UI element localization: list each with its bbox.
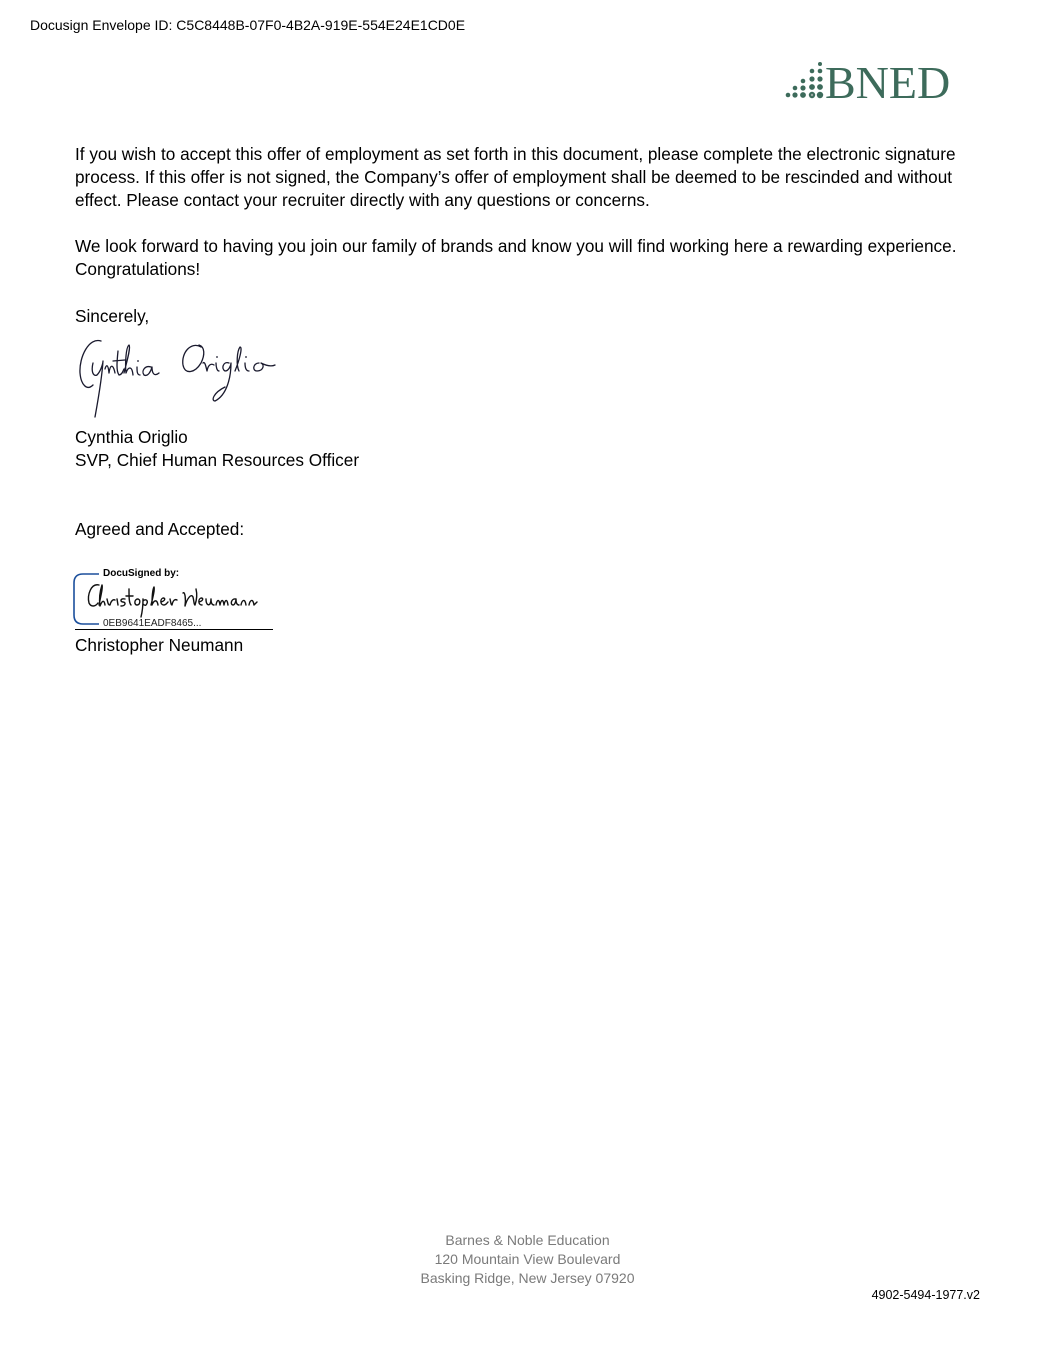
docusign-id: 0EB9641EADF8465... [103, 618, 202, 629]
signer-name: Cynthia Origlio [75, 427, 188, 447]
logo-wordmark: BNED [825, 58, 951, 102]
paragraph-welcome: We look forward to having you join our family of brands and know you will find working here a rewarding experience. Congratulations! [75, 236, 957, 279]
signature-line [75, 629, 273, 630]
signer-title: SVP, Chief Human Resources Officer [75, 450, 360, 470]
docusigned-by-label: DocuSigned by: [103, 568, 180, 579]
handwritten-signature-cynthia-origlio [75, 333, 285, 423]
accepted-by-name: Christopher Neumann [75, 635, 244, 655]
bned-logo [784, 58, 974, 102]
document-number: 4902-5494-1977.v2 [871, 1288, 980, 1302]
agreed-and-accepted-label: Agreed and Accepted: [75, 519, 245, 539]
envelope-id: Docusign Envelope ID: C5C8448B-07F0-4B2A-919E-554E24E1CD0E [30, 17, 466, 33]
closing: Sincerely, [75, 306, 150, 326]
paragraph-accept-offer: If you wish to accept this offer of employment as set forth in this document, please complete the electronic signature process. If this offer is not signed, the Company’s offer of employment shall be deemed to be rescinded and without effect. Please contact your recruiter directly with any questions or concerns. [75, 144, 956, 210]
footer-city: Basking Ridge, New Jersey 07920 [420, 1270, 635, 1286]
footer-address [0, 1231, 1055, 1288]
footer-street: 120 Mountain View Boulevard [434, 1251, 621, 1267]
footer-company: Barnes & Noble Education [445, 1232, 610, 1248]
